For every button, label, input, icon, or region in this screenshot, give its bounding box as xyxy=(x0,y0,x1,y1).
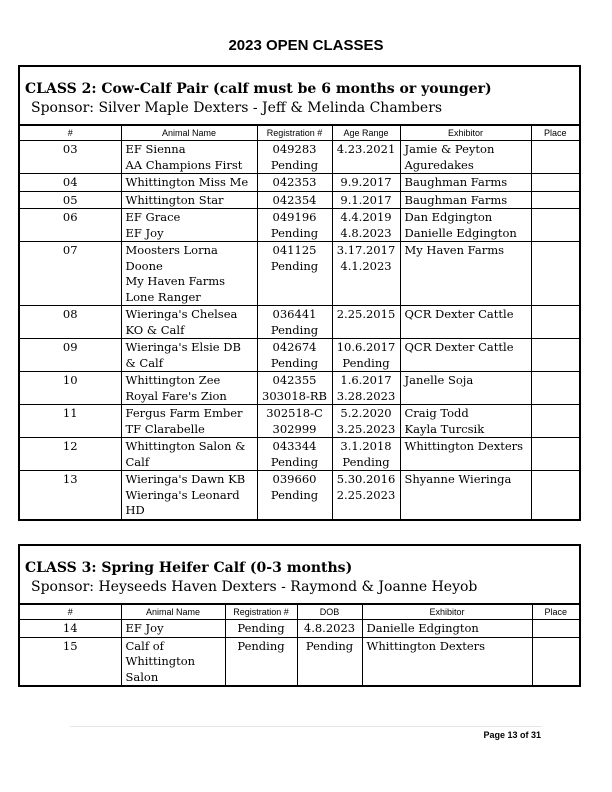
cell-animal-line: Wieringa's Elsie DB xyxy=(125,340,241,354)
cell-animal-line: Royal Fare's Zion xyxy=(125,388,227,403)
table-row xyxy=(20,471,579,519)
cell-reg-line: 041125 xyxy=(272,243,317,257)
cell-animal xyxy=(121,620,225,638)
table-row xyxy=(20,191,579,209)
cell-age xyxy=(332,405,400,438)
cell-num: 06 xyxy=(20,209,121,242)
cell-exhibitor xyxy=(400,372,531,405)
cell-exhibitor-line: Danielle Edgington xyxy=(404,225,517,240)
cell-place xyxy=(531,339,579,372)
class-3-sponsor: Sponsor: Heyseeds Haven Dexters - Raymond & Joanne Heyob xyxy=(31,579,478,595)
col-header-place: Place xyxy=(531,126,579,141)
cell-animal xyxy=(121,242,257,306)
cell-age xyxy=(332,174,400,192)
cell-animal xyxy=(121,372,257,405)
cell-exhibitor-line: QCR Dexter Cattle xyxy=(404,340,514,354)
cell-place xyxy=(531,242,579,306)
cell-exhibitor-line: Kayla Turcsik xyxy=(404,421,485,436)
cell-age-line: 4.1.2023 xyxy=(340,258,392,273)
cell-exhibitor xyxy=(400,405,531,438)
class-2-rows xyxy=(20,141,579,519)
cell-animal-line: Fergus Farm Ember xyxy=(125,406,243,420)
cell-animal-line: Wieringa's Leonard xyxy=(125,487,240,502)
cell-age-line: 5.30.2016 xyxy=(336,472,396,486)
cell-animal-line: TF Clarabelle xyxy=(125,421,205,436)
cell-exhibitor-line: Whittington Dexters xyxy=(366,638,486,653)
cell-age xyxy=(332,242,400,306)
class-2-table xyxy=(20,126,579,519)
cell-exhibitor-line: Dan Edgington xyxy=(404,210,493,224)
page-number: Page 13 of 31 xyxy=(483,730,541,740)
cell-reg-line: 302999 xyxy=(272,421,317,436)
cell-reg xyxy=(257,174,332,192)
cell-animal xyxy=(121,306,257,339)
class-3-title: CLASS 3: Spring Heifer Calf (0-3 months) xyxy=(25,560,353,576)
cell-age-line xyxy=(337,323,396,339)
class-3-header xyxy=(20,546,579,605)
table-row xyxy=(20,242,579,306)
cell-num: 14 xyxy=(20,620,121,638)
cell-exhibitor xyxy=(362,637,532,685)
cell-age-line xyxy=(337,158,396,174)
cell-reg xyxy=(257,306,332,339)
cell-num: 11 xyxy=(20,405,121,438)
table-row xyxy=(20,306,579,339)
cell-place xyxy=(531,306,579,339)
cell-age xyxy=(332,372,400,405)
cell-age-line: 4.4.2019 xyxy=(340,210,392,224)
table-row xyxy=(20,620,579,638)
cell-reg xyxy=(225,637,297,685)
cell-animal-line: HD xyxy=(125,503,145,517)
cell-exhibitor xyxy=(400,438,531,471)
cell-reg xyxy=(257,339,332,372)
col-header-exhibitor: Exhibitor xyxy=(400,126,531,141)
cell-exhibitor-line: Danielle Edgington xyxy=(366,621,479,635)
table-row xyxy=(20,438,579,471)
cell-exhibitor xyxy=(362,620,532,638)
cell-exhibitor xyxy=(400,306,531,339)
cell-age xyxy=(332,438,400,471)
cell-reg xyxy=(257,209,332,242)
class-3-section xyxy=(18,544,581,687)
cell-animal-line: Doone xyxy=(125,258,163,273)
cell-animal-line: Whittington Salon & xyxy=(125,439,246,453)
cell-place xyxy=(532,637,579,685)
cell-age xyxy=(332,191,400,209)
cell-place xyxy=(531,209,579,242)
cell-num: 04 xyxy=(20,174,121,192)
cell-exhibitor-line: QCR Dexter Cattle xyxy=(404,307,514,321)
col-header-registration: Registration # xyxy=(257,126,332,141)
cell-reg-line: 042355 xyxy=(272,373,317,387)
col-header-exhibitor: Exhibitor xyxy=(362,605,532,620)
cell-reg xyxy=(257,471,332,519)
table-row xyxy=(20,372,579,405)
cell-age-line: 2.25.2015 xyxy=(336,307,396,321)
cell-reg-line: Pending xyxy=(270,258,319,273)
cell-reg-line: 042354 xyxy=(272,192,317,207)
cell-age-line: 3.17.2017 xyxy=(336,243,396,257)
cell-age xyxy=(332,471,400,519)
cell-reg-line: 049283 xyxy=(272,142,317,156)
cell-age-line: 3.28.2023 xyxy=(336,388,396,403)
cell-place xyxy=(531,141,579,174)
cell-reg xyxy=(257,141,332,174)
cell-age-line: 4.23.2021 xyxy=(336,142,396,156)
cell-exhibitor-line: Craig Todd xyxy=(404,406,469,420)
cell-animal-line: EF Joy xyxy=(125,225,164,240)
cell-reg xyxy=(257,372,332,405)
cell-age-line: 9.1.2017 xyxy=(340,192,392,207)
cell-animal-line: EF Sienna xyxy=(125,142,186,156)
col-header-animal-name: Animal Name xyxy=(121,126,257,141)
cell-age-line: 3.25.2023 xyxy=(336,421,396,436)
cell-reg-line: 042353 xyxy=(272,175,317,189)
cell-place xyxy=(531,191,579,209)
cell-exhibitor xyxy=(400,242,531,306)
cell-age-line: 9.9.2017 xyxy=(340,175,392,189)
col-header-number: # xyxy=(20,126,121,141)
cell-exhibitor xyxy=(400,141,531,174)
table-header-row xyxy=(20,605,579,620)
cell-animal-line: Lone Ranger xyxy=(125,289,201,304)
table-row xyxy=(20,209,579,242)
cell-reg xyxy=(257,191,332,209)
col-header-number: # xyxy=(20,605,121,620)
cell-reg-line: Pending xyxy=(237,621,285,635)
col-header-registration: Registration # xyxy=(225,605,297,620)
cell-place xyxy=(531,438,579,471)
cell-dob xyxy=(297,620,362,638)
cell-place xyxy=(532,620,579,638)
cell-animal-line: Moosters Lorna xyxy=(125,243,218,257)
table-row xyxy=(20,339,579,372)
cell-place xyxy=(531,372,579,405)
cell-reg-line: 302518-C xyxy=(266,406,323,420)
cell-exhibitor-line: Whittington Dexters xyxy=(404,439,524,453)
cell-animal-line: Whittington Star xyxy=(125,192,224,207)
cell-animal-line: Whittington Zee xyxy=(125,373,221,387)
cell-animal-line: Whittington xyxy=(125,654,196,668)
cell-exhibitor-line: Baughman Farms xyxy=(404,192,508,207)
cell-place xyxy=(531,174,579,192)
cell-animal-line: Calf xyxy=(125,454,150,469)
cell-num: 08 xyxy=(20,306,121,339)
cell-animal-line: Wieringa's Chelsea xyxy=(125,307,238,321)
cell-reg-line: Pending xyxy=(270,157,319,172)
cell-reg xyxy=(225,620,297,638)
cell-age-line: 10.6.2017 xyxy=(336,340,396,354)
class-3-rows xyxy=(20,620,579,686)
cell-reg xyxy=(257,242,332,306)
table-row xyxy=(20,174,579,192)
cell-animal xyxy=(121,637,225,685)
cell-animal xyxy=(121,174,257,192)
cell-animal-line: Whittington Miss Me xyxy=(125,175,249,189)
col-header-place: Place xyxy=(532,605,579,620)
table-header-row xyxy=(20,126,579,141)
cell-reg-line: Pending xyxy=(270,355,319,370)
cell-reg-line: 042674 xyxy=(272,340,317,354)
cell-exhibitor-line: Janelle Soja xyxy=(404,373,474,387)
cell-exhibitor-line: My Haven Farms xyxy=(404,243,505,257)
cell-animal-line: Calf of xyxy=(125,638,164,653)
cell-reg-line: 049196 xyxy=(272,210,317,224)
class-2-header xyxy=(20,67,579,126)
cell-exhibitor-line: Baughman Farms xyxy=(404,175,508,189)
col-header-age-range: Age Range xyxy=(332,126,400,141)
cell-exhibitor xyxy=(400,209,531,242)
cell-dob-line: Pending xyxy=(305,638,354,653)
cell-reg-line: 039660 xyxy=(272,472,317,486)
class-3-table xyxy=(20,605,579,685)
cell-reg xyxy=(257,405,332,438)
cell-exhibitor-line: Jamie & Peyton xyxy=(404,142,495,156)
cell-exhibitor xyxy=(400,339,531,372)
table-row xyxy=(20,405,579,438)
footer-divider xyxy=(70,726,542,727)
cell-age-line: 1.6.2017 xyxy=(340,373,392,387)
cell-num: 12 xyxy=(20,438,121,471)
cell-reg-line: Pending xyxy=(270,322,319,337)
table-row xyxy=(20,637,579,685)
col-header-animal-name: Animal Name xyxy=(121,605,225,620)
cell-animal-line: & Calf xyxy=(125,355,163,370)
cell-animal-line: EF Grace xyxy=(125,210,181,224)
cell-age-line: 2.25.2023 xyxy=(336,487,396,502)
cell-reg-line: Pending xyxy=(270,225,319,240)
cell-animal-line: Wieringa's Dawn KB xyxy=(125,472,246,486)
cell-animal-line: Salon xyxy=(125,669,159,684)
cell-age xyxy=(332,209,400,242)
cell-animal xyxy=(121,405,257,438)
cell-exhibitor xyxy=(400,471,531,519)
cell-age-line: Pending xyxy=(342,454,390,469)
class-2-section xyxy=(18,65,581,521)
cell-animal xyxy=(121,191,257,209)
cell-reg-line: 036441 xyxy=(272,307,317,321)
cell-num: 15 xyxy=(20,637,121,685)
cell-age xyxy=(332,339,400,372)
cell-exhibitor xyxy=(400,174,531,192)
cell-age-line: Pending xyxy=(342,355,390,370)
cell-num: 05 xyxy=(20,191,121,209)
cell-animal xyxy=(121,339,257,372)
table-row xyxy=(20,141,579,174)
cell-num: 07 xyxy=(20,242,121,306)
cell-age xyxy=(332,306,400,339)
cell-reg xyxy=(257,438,332,471)
cell-animal-line: EF Joy xyxy=(125,621,164,635)
cell-animal-line: KO & Calf xyxy=(125,322,185,337)
cell-num: 10 xyxy=(20,372,121,405)
cell-place xyxy=(531,471,579,519)
cell-animal xyxy=(121,471,257,519)
cell-reg-line: 043344 xyxy=(272,439,317,453)
cell-reg-line: Pending xyxy=(270,454,319,469)
cell-reg-line: Pending xyxy=(270,487,319,502)
cell-animal-line: My Haven Farms xyxy=(125,274,226,288)
class-2-title: CLASS 2: Cow-Calf Pair (calf must be 6 months or younger) xyxy=(25,81,492,97)
cell-animal xyxy=(121,141,257,174)
cell-animal-line: AA Champions First xyxy=(125,157,243,172)
cell-animal xyxy=(121,438,257,471)
cell-age xyxy=(332,141,400,174)
cell-reg-line: 303018-RB xyxy=(262,388,327,403)
col-header-dob: DOB xyxy=(297,605,362,620)
cell-reg-line: Pending xyxy=(237,638,285,653)
cell-age-line: 3.1.2018 xyxy=(340,439,392,453)
cell-dob xyxy=(297,637,362,685)
cell-age-line: 5.2.2020 xyxy=(340,406,392,420)
cell-num: 09 xyxy=(20,339,121,372)
cell-exhibitor-line: Aguredakes xyxy=(404,157,474,172)
class-2-sponsor: Sponsor: Silver Maple Dexters - Jeff & Melinda Chambers xyxy=(31,100,443,116)
cell-exhibitor-line: Shyanne Wieringa xyxy=(404,472,512,486)
page-title: 2023 OPEN CLASSES xyxy=(228,37,384,54)
cell-exhibitor xyxy=(400,191,531,209)
cell-num: 13 xyxy=(20,471,121,519)
cell-place xyxy=(531,405,579,438)
cell-dob-line: 4.8.2023 xyxy=(303,621,356,635)
cell-age-line: 4.8.2023 xyxy=(340,225,392,240)
cell-animal xyxy=(121,209,257,242)
cell-num: 03 xyxy=(20,141,121,174)
